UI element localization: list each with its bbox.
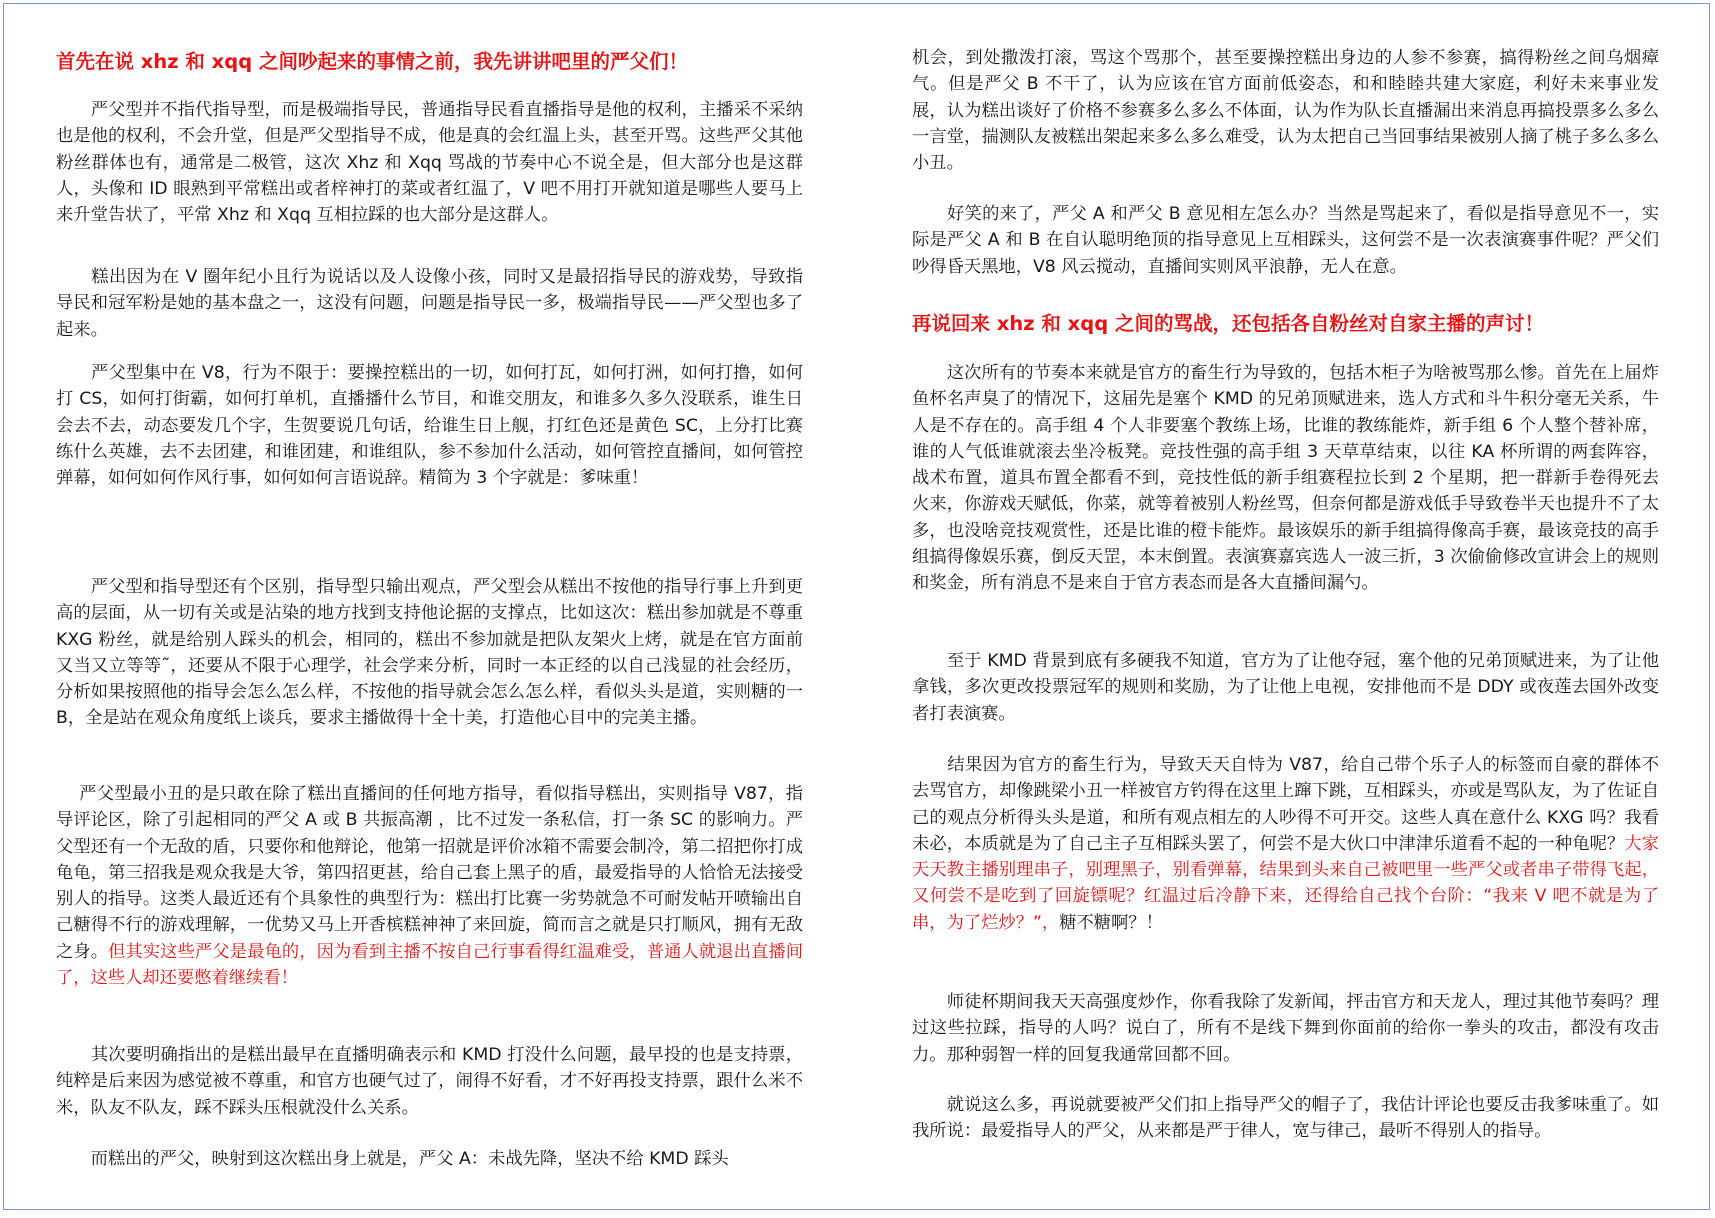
paragraph: 这次所有的节奏本来就是官方的畜生行为导致的，包括木柜子为啥被骂那么惨。首先在上届炸鱼杯名声臭了的情况下，这届先是塞个 KMD 的兄弟顶赋进来，选人方式和斗牛积分毫无关系，牛人是不存在的。高手组 4 个人非要塞个教练上场，比谁的教练能炸，新手组 6 个人整个替补席，谁的人气低谁就滚去坐冷板凳。竞技性强的高手组 3 天草草结束，以往 KA 杯所谓的两套阵容，战术布置，道具布置全都看不到，竞技性低的新手组赛程拉长到 2 个星期，把一群新手卷得死去火来，你游戏天赋低，你菜，就等着被别人粉丝骂，但奈何都是游戏低手导致卷半天也提升不了太多，也没啥竞技观赏性，还是比谁的橙卡能炸。最该娱乐的新手组搞得像高手赛，最该竞技的高手组搞得像娱乐赛，倒反天罡，本末倒置。表演赛嘉宾选人一波三折，3 次偷偷修改宣讲会上的规则和奖金，所有消息不是来自于官方表态而是各大直播间漏勺。 (912, 363, 1659, 594)
right-section-heading: 再说回来 xhz 和 xqq 之间的骂战，还包括各自粉丝对自家主播的声讨！ (912, 312, 1544, 335)
paragraph: 其次要明确指出的是糕出最早在直播明确表示和 KMD 打没什么问题，最早投的也是支持票，纯粹是后来因为感觉被不尊重，和官方也硬气过了，闹得不好看，才不好再投支持票，跟什么米不米，队友不队友，踩不踩头压根就没什么关系。 (56, 1045, 803, 1118)
left-section-heading: 首先在说 xhz 和 xqq 之间吵起来的事情之前，我先讲讲吧里的严父们！ (56, 50, 688, 73)
paragraph: 至于 KMD 背景到底有多硬我不知道，官方为了让他夺冠，塞个他的兄弟顶赋进来，为了让他拿钱，多次更改投票冠军的规则和奖励，为了让他上电视，安排他而不是 DDY 或夜莲去国外改变者打表演赛。 (912, 651, 1659, 724)
paragraph: 师徒杯期间我天天高强度炒作，你看我除了发新闻，抨击官方和天龙人，理过其他节奏吗？理过这些拉踩，指导的人吗？说白了，所有不是线下舞到你面前的给你一拳头的攻击，都没有攻击力。那种弱智一样的回复我通常回都不回。 (912, 992, 1659, 1065)
paragraph: 就说这么多，再说就要被严父们扣上指导严父的帽子了，我估计评论也要反击我爹味重了。如我所说：最爱指导人的严父，从来都是严于律人，宽与律己，最听不得别人的指导。 (912, 1095, 1659, 1142)
paragraph: 好笑的来了，严父 A 和严父 B 意见相左怎么办？当然是骂起来了，看似是指导意见不一，实际是严父 A 和 B 在自认聪明绝顶的指导意见上互相踩头，这何尝不是一次表演赛事件呢？严父们吵得昏天黑地，V8 风云搅动，直播间实则风平浪静，无人在意。 (912, 204, 1659, 277)
paragraph: 严父型最小丑的是只敢在除了糕出直播间的任何地方指导，看似指导糕出，实则指导 V87，指导评论区，除了引起相同的严父 A 或 B 共振高潮 ，比不过发一条私信，打一条 SC 的影响力。严父型还有一个无敌的盾，只要你和他辩论，他第一招就是评价冰箱不需要会制冷，第二招把你打成龟龟，第三招我是观众我是大爷，第四招更甚，给自己套上黑子的盾，最爱指导的人恰恰无法接受别人的指导。这类人最近还有个具象性的典型行为：糕出打比赛一劣势就急不可耐发帖开喷输出自己糖得不行的游戏理解，一优势又马上开香槟糕神神了来回旋，简而言之就是只打顺风，拥有无敌之身。但其实这些严父是最龟的，因为看到主播不按自己行事看得红温难受，普通人就退出直播间了，这些人却还要憋着继续看！ (56, 784, 803, 989)
paragraph: 糕出因为在 V 圈年纪小且行为说话以及人设像小孩，同时又是最招指导民的游戏势，导致指导民和冠军粉是她的基本盘之一，这没有问题，问题是指导民一多，极端指导民——严父型也多了起来。 (56, 267, 803, 340)
highlighted-text: 大家天天教主播别理串子，别理黑子，别看弹幕，结果到头来自己被吧里一些严父或者串子带得飞起，又何尝不是吃到了回旋镖呢？红温过后冷静下来，还得给自己找个台阶：“我来 V 吧不就是为了串，为了烂炒？”， (912, 833, 1659, 933)
paragraph: 严父型和指导型还有个区别，指导型只输出观点，严父型会从糕出不按他的指导行事上升到更高的层面，从一切有关或是沾染的地方找到支持他论据的支撑点，比如这次：糕出参加就是不尊重 KXG 粉丝，就是给别人踩头的机会，相同的，糕出不参加就是把队友架火上烤，就是在官方面前又当又立等等˜，还要从不限于心理学，社会学来分析，同时一本正经的以自己浅显的社会经历，分析如果按照他的指导会怎么怎么样，不按他的指导就会怎么怎么样，看似头头是道，实则糖的一 B，全是站在观众角度纸上谈兵，要求主播做得十全十美，打造他心目中的完美主播。 (56, 577, 803, 729)
document-page (3, 3, 1710, 1210)
paragraph: 机会，到处撒泼打滚，骂这个骂那个，甚至要操控糕出身边的人参不参赛，搞得粉丝之间乌烟瘴气。但是严父 B 不干了，认为应该在官方面前低姿态，和和睦睦共建大家庭，利好未来事业发展，认为糕出谈好了价格不参赛多么多么不体面，认为作为队长直播漏出来消息再搞投票多么多么一言堂，揣测队友被糕出架起来多么多么难受，认为太把自己当回事结果被别人摘了桃子多么多么小丑。 (912, 48, 1659, 174)
highlighted-text: 但其实这些严父是最龟的，因为看到主播不按自己行事看得红温难受，普通人就退出直播间了，这些人却还要憋着继续看！ (56, 941, 803, 989)
paragraph: 而糕出的严父，映射到这次糕出身上就是，严父 A：未战先降，坚决不给 KMD 踩头 (56, 1149, 729, 1169)
paragraph: 严父型并不指代指导型，而是极端指导民，普通指导民看直播指导是他的权利，主播采不采纳也是他的权利，不会升堂，但是严父型指导不成，他是真的会红温上头，甚至开骂。这些严父其他粉丝群体也有，通常是二极管，这次 Xhz 和 Xqq 骂战的节奏中心不说全是，但大部分也是这群人，头像和 ID 眼熟到平常糕出或者梓神打的菜或者红温了，V 吧不用打开就知道是哪些人要马上来升堂告状了，平常 Xhz 和 Xqq 互相拉踩的也大部分是这群人。 (56, 100, 803, 226)
paragraph: 结果因为官方的畜生行为，导致天天自恃为 V87，给自己带个乐子人的标签而自豪的群体不去骂官方，却像跳梁小丑一样被官方钓得在这里上蹿下跳，互相踩头，亦或是骂队友，为了佐证自己的观点分析得头头是道，和所有观点相左的人吵得不可开交。这些人真在意什么 KXG 吗？我看未必，本质就是为了自己主子互相踩头罢了，何尝不是大伙口中津津乐道看不起的一种龟呢？大家天天教主播别理串子，别理黑子，别看弹幕，结果到头来自己被吧里一些严父或者串子带得飞起，又何尝不是吃到了回旋镖呢？红温过后冷静下来，还得给自己找个台阶：“我来 V 吧不就是为了串，为了烂炒？”，糖不糖啊？！ (912, 755, 1659, 933)
paragraph: 严父型集中在 V8，行为不限于：要操控糕出的一切，如何打瓦，如何打洲，如何打撸，如何打 CS，如何打街霸，如何打单机，直播播什么节目，和谁交朋友，和谁多久多久没联系，谁生日会去不去，动态要发几个字，生贺要说几句话，给谁生日上舰，打红色还是黄色 SC，上分打比赛练什么英雄，去不去团建，和谁团建，和谁组队，参不参加什么活动，如何管控直播间，如何管控弹幕，如何如何作风行事，如何如何言语说辞。精简为 3 个字就是：爹味重！ (56, 363, 803, 489)
